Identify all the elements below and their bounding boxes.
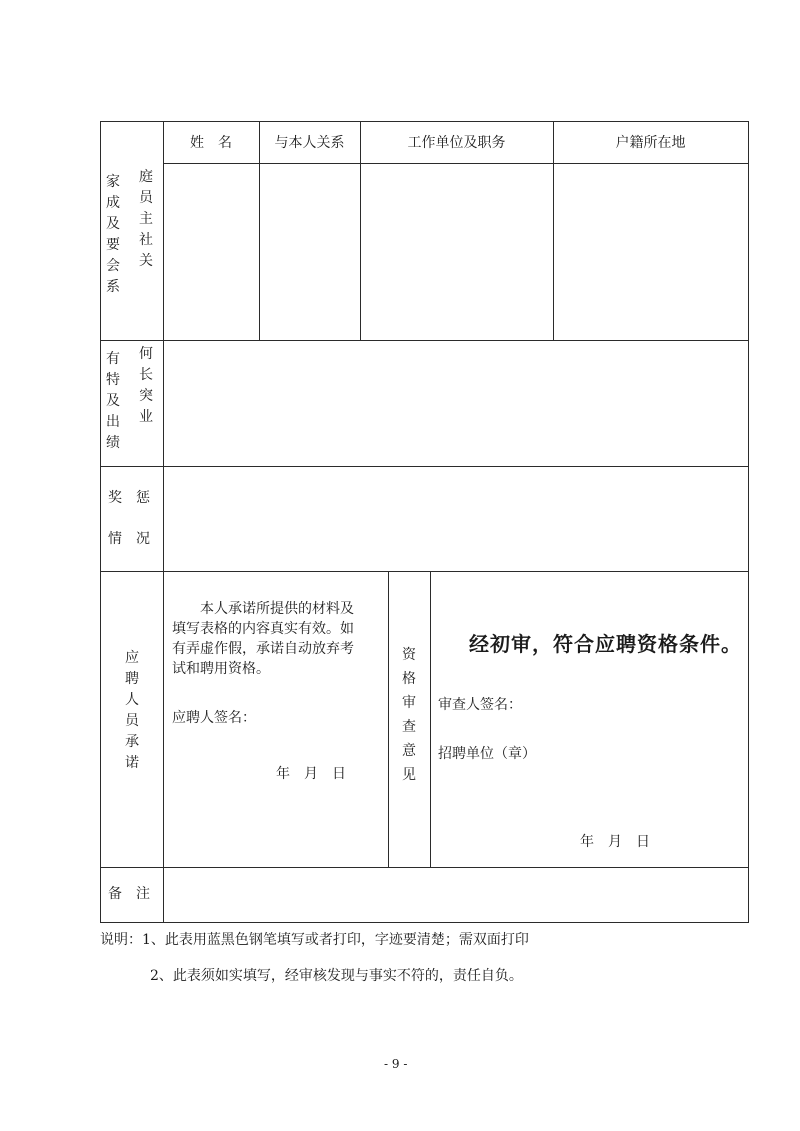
specialty-cell[interactable] <box>164 341 748 466</box>
specialty-label-char: 及 <box>106 393 120 409</box>
note-2: 2、此表须如实填写，经审核发现与事实不符的，责任自负。 <box>150 968 523 984</box>
pledge-label-char: 聘 <box>125 671 139 687</box>
header-hukou: 户籍所在地 <box>615 135 686 151</box>
family-label-col1 <box>106 175 120 294</box>
family-label-char: 及 <box>106 216 120 232</box>
specialty-label-col2 <box>139 347 153 424</box>
family-name-cell[interactable] <box>164 164 259 340</box>
pledge-label-char: 承 <box>125 734 139 750</box>
specialty-label-char: 绩 <box>106 435 120 451</box>
specialty-label-char: 何 <box>139 346 153 362</box>
review-label <box>402 648 416 782</box>
family-label-char: 系 <box>106 279 120 295</box>
specialty-label-col1 <box>106 352 120 450</box>
specialty-label-char: 长 <box>139 367 153 383</box>
recruiting-unit-label: 招聘单位（章） <box>438 746 536 762</box>
specialty-label-char: 特 <box>106 372 120 388</box>
pledge-label-char: 员 <box>125 713 139 729</box>
table-border-right <box>748 121 749 923</box>
pledge-text-line: 有弄虚作假，承诺自动放弃考 <box>172 641 354 657</box>
family-label-char: 成 <box>106 195 120 211</box>
family-label-char: 关 <box>139 253 153 269</box>
specialty-label-char: 出 <box>106 414 120 430</box>
family-label-char: 要 <box>106 237 120 253</box>
family-label-char: 主 <box>139 211 153 227</box>
family-label-col2 <box>139 170 153 268</box>
review-label-char: 格 <box>402 671 416 687</box>
pledge-label-char: 应 <box>125 650 139 666</box>
review-label-char: 意 <box>402 743 416 759</box>
award-section-bottom <box>100 571 749 572</box>
applicant-signature-field[interactable] <box>258 705 383 729</box>
specialty-label-char: 业 <box>139 409 153 425</box>
pledge-label-char: 人 <box>125 692 139 708</box>
table-border-left <box>100 121 101 923</box>
family-label-char: 会 <box>106 258 120 274</box>
pledge-label-char: 诺 <box>125 755 139 771</box>
pledge-text-line: 填写表格的内容真实有效。如 <box>172 621 354 637</box>
pledge-date: 年 月 日 <box>276 766 346 782</box>
review-label-right <box>430 571 431 868</box>
reviewer-signature-field[interactable] <box>525 692 740 716</box>
note-1: 说明：1、此表用蓝黑色钢笔填写或者打印，字迹要清楚；需双面打印 <box>100 932 529 948</box>
family-label-char: 社 <box>139 232 153 248</box>
review-date: 年 月 日 <box>580 834 650 850</box>
family-label-char: 庭 <box>139 169 153 185</box>
review-label-left <box>388 571 389 868</box>
header-work: 工作单位及职务 <box>407 135 506 151</box>
table-border-top <box>100 121 749 122</box>
remark-label: 备 注 <box>108 886 150 902</box>
family-label-char: 家 <box>106 174 120 190</box>
pledge-text-line: 试和聘用资格。 <box>172 661 270 677</box>
header-relation: 与本人关系 <box>274 135 345 151</box>
pledge-text <box>172 599 386 679</box>
reviewer-signature-label: 审查人签名： <box>438 697 522 713</box>
review-label-char: 查 <box>402 719 416 735</box>
award-label-line2: 情 况 <box>108 531 150 547</box>
award-label-line1: 奖 惩 <box>108 490 150 506</box>
award-cell[interactable] <box>164 467 748 571</box>
header-name: 姓 名 <box>190 135 232 151</box>
review-label-char: 审 <box>402 695 416 711</box>
table-border-bottom <box>100 922 749 923</box>
review-label-char: 见 <box>402 767 416 783</box>
pledge-text-line: 本人承诺所提供的材料及 <box>200 601 354 617</box>
pledge-label <box>125 651 139 770</box>
remark-cell[interactable] <box>164 868 748 922</box>
applicant-signature-label: 应聘人签名： <box>172 710 256 726</box>
specialty-label-char: 有 <box>106 351 120 367</box>
specialty-label-char: 突 <box>139 388 153 404</box>
page-number: - 9 - <box>384 1057 408 1071</box>
family-label-char: 员 <box>139 190 153 206</box>
family-relation-cell[interactable] <box>260 164 360 340</box>
review-result: 经初审，符合应聘资格条件。 <box>469 632 742 656</box>
family-work-cell[interactable] <box>361 164 553 340</box>
family-hukou-cell[interactable] <box>554 164 748 340</box>
review-label-char: 资 <box>402 647 416 663</box>
